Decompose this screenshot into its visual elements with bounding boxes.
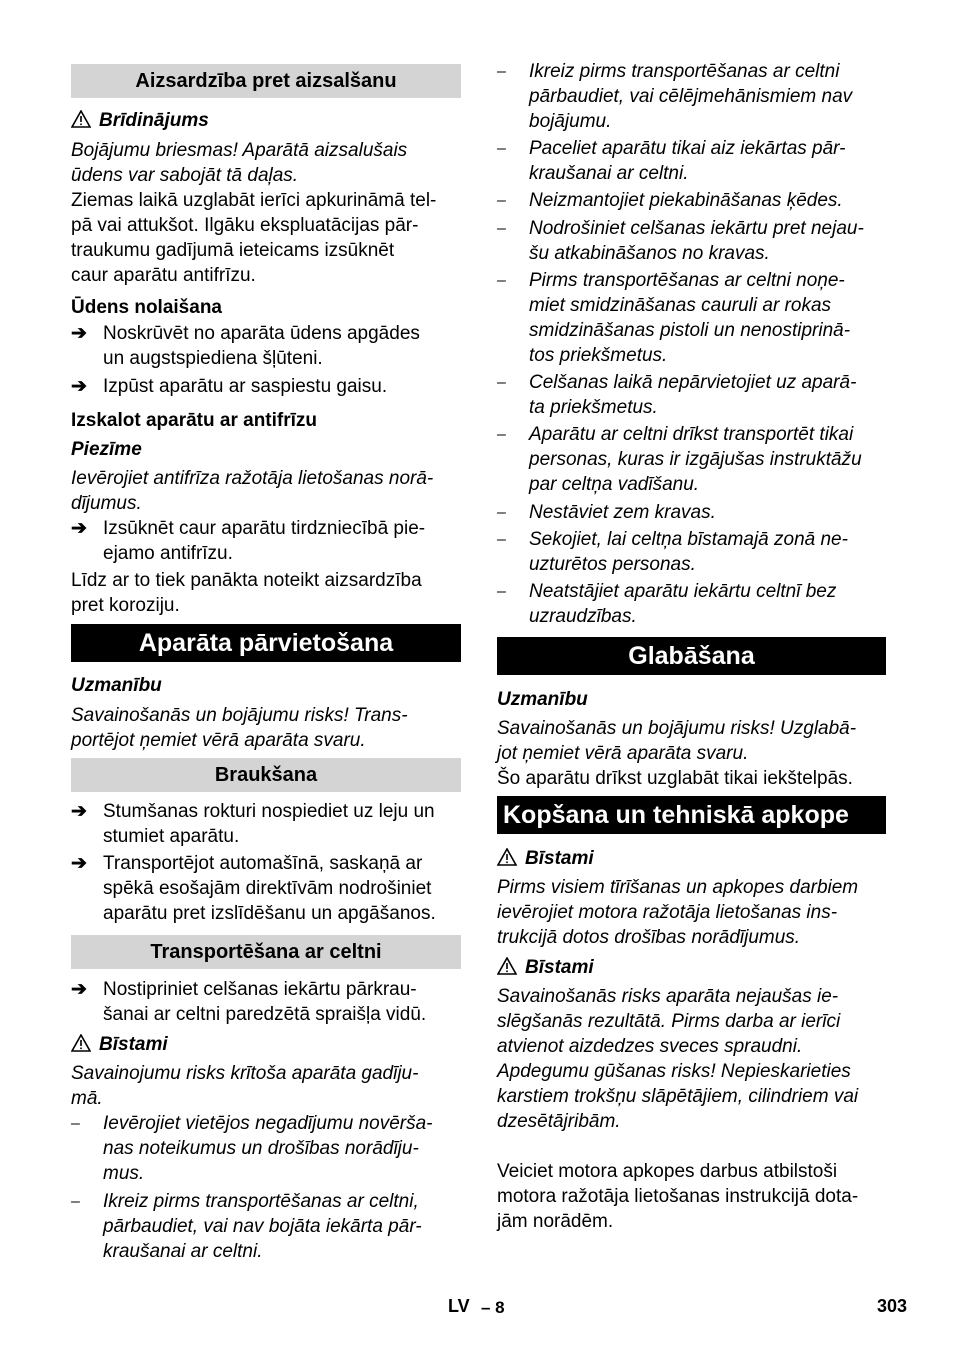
text-line: Sekojiet, lai celtņa bīstamajā zonā ne- [529, 529, 848, 550]
caution-label: Uzmanību [71, 675, 162, 696]
text-line: stumiet aparātu. [103, 826, 240, 847]
text-line: Celšanas laikā nepārvietojiet uz aparā- [529, 372, 857, 393]
text-line: bojājumu. [529, 111, 612, 132]
note-text [71, 466, 461, 516]
danger-heading [497, 955, 886, 980]
text-line: pret koroziju. [71, 595, 180, 616]
text-line: Noskrūvēt no aparāta ūdens apgādes [103, 323, 420, 344]
list-item [71, 1189, 461, 1264]
text-line: motora ražotāja lietošanas instrukcijā dota- [497, 1186, 859, 1207]
arrow-right-icon: ➔ [71, 801, 87, 822]
list-item [497, 216, 886, 266]
text-line: par celtņa vadīšanu. [529, 474, 700, 495]
text-line: Līdz ar to tiek panākta noteikt aizsardzība [71, 570, 422, 591]
text-line: jot ņemiet vērā aparāta svaru. [497, 743, 749, 764]
list-item [71, 977, 461, 1027]
storage-text: Šo aparātu drīkst uzglabāt tikai iekštelpās. [497, 768, 853, 789]
dash-bullet: – [497, 220, 506, 237]
text-line: Neizmantojiet piekabināšanas ķēdes. [529, 190, 843, 211]
text-line: Ziemas laikā uzglabāt ierīci apkurināmā tel- [71, 190, 437, 211]
text-line: Ikreiz pirms transportēšanas ar celtni [529, 61, 840, 82]
text-line: Nodrošiniet celšanas iekārtu pret nejau- [529, 218, 864, 239]
storage-caution-text [497, 716, 886, 766]
dash-bullet: – [71, 1115, 80, 1132]
warning-triangle-icon [71, 1034, 91, 1052]
text-line: Savainošanās risks aparāta nejaušas ie- [497, 986, 839, 1007]
text-line: Veiciet motora apkopes darbus atbilstoši [497, 1161, 838, 1182]
list-item [497, 500, 886, 525]
text-line: ūdens var sabojāt tā daļas. [71, 165, 299, 186]
list-item [497, 527, 886, 577]
list-item [71, 851, 461, 926]
text-line: Savainošanās un bojājumu risks! Trans- [71, 705, 408, 726]
text-line: smidzināšanas pistoli un nenostiprinā- [529, 320, 851, 341]
arrow-right-icon: ➔ [71, 979, 87, 1000]
text-line: miet smidzināšanas cauruli ar rokas [529, 295, 832, 316]
arrow-right-icon: ➔ [71, 323, 87, 344]
dash-bullet: – [497, 531, 506, 548]
chapter-heading-care: Kopšana un tehniskā apkope [497, 796, 886, 834]
arrow-right-icon: ➔ [71, 853, 87, 874]
list-item [71, 1111, 461, 1186]
page-number: 303 [877, 1296, 908, 1316]
text-line: dījumus. [71, 493, 142, 514]
list-item [71, 321, 461, 371]
list-item [71, 799, 461, 849]
list-item [71, 516, 461, 566]
dash-bullet: – [497, 63, 506, 80]
warning-label: Brīdinājums [99, 110, 209, 131]
text-line: Bojājumu briesmas! Aparātā aizsalušais [71, 140, 408, 161]
text-line: trukcijā dotos drošības norādījumus. [497, 927, 801, 948]
footer-section: – 8 [481, 1298, 505, 1317]
care-danger-text-2 [497, 984, 886, 1134]
dash-bullet: – [497, 583, 506, 600]
text-line: Ievērojiet vietējos negadījumu novērša- [103, 1113, 433, 1134]
frost-warning-text [71, 138, 461, 188]
text-line: personas, kuras ir izgājušas instruktāžu [529, 449, 862, 470]
text-line: Izpūst aparātu ar saspiestu gaisu. [103, 376, 388, 397]
text-line: spēkā esošajām direktīvām nodrošiniet [103, 878, 432, 899]
text-line: Nestāviet zem kravas. [529, 502, 716, 523]
text-line: šu atkabināšanos no kravas. [529, 243, 770, 264]
text-line: šanai ar celtni paredzētā spraišļa vidū. [103, 1004, 427, 1025]
text-line: karstiem trokšņu slāpētājiem, cilindriem vai [497, 1086, 859, 1107]
text-line: uzturētos personas. [529, 554, 696, 575]
footer-language: LV [448, 1296, 470, 1316]
text-line: Aparātu ar celtni drīkst transportēt tikai [529, 424, 854, 445]
danger-label: Bīstami [525, 848, 594, 869]
text-line: Ikreiz pirms transportēšanas ar celtni, [103, 1191, 419, 1212]
warning-heading [71, 108, 461, 133]
text-line: pārbaudiet, vai nav bojāta iekārta pār- [103, 1216, 422, 1237]
text-line: kraušanai ar celtni. [103, 1241, 263, 1262]
text-line: kraušanai ar celtni. [529, 163, 689, 184]
text-line: ievērojiet motora ražotāja lietošanas ins- [497, 902, 838, 923]
list-item [497, 579, 886, 629]
text-line: Ievērojiet antifrīza ražotāja lietošanas norā- [71, 468, 434, 489]
text-line: Apdegumu gūšanas risks! Nepieskarieties [497, 1061, 851, 1082]
text-line: dzesētājribām. [497, 1111, 621, 1132]
text-line: Stumšanas rokturi nospiediet uz leju un [103, 801, 435, 822]
text-line: traukumu gadījumā ieteicams izsūknēt [71, 240, 395, 261]
warning-triangle-icon [71, 110, 91, 128]
list-item [497, 422, 886, 497]
dash-bullet: – [497, 426, 506, 443]
text-line: jām norādēm. [497, 1211, 614, 1232]
caution-label: Uzmanību [497, 689, 588, 710]
danger-heading [71, 1032, 461, 1057]
text-line: un augstspiediena šļūteni. [103, 348, 323, 369]
text-line: Pirms transportēšanas ar celtni noņe- [529, 270, 845, 291]
text-line: ta priekšmetus. [529, 397, 658, 418]
text-line: atvienot aizdedzes sveces spraudni. [497, 1036, 803, 1057]
list-item [71, 374, 461, 399]
text-line: tos priekšmetus. [529, 345, 668, 366]
list-item [497, 136, 886, 186]
section-heading-driving: Braukšana [71, 758, 461, 792]
text-line: caur aparātu antifrīzu. [71, 265, 256, 286]
arrow-right-icon: ➔ [71, 518, 87, 539]
warning-triangle-icon [497, 957, 517, 975]
subheading-antifreeze: Izskalot aparātu ar antifrīzu [71, 410, 318, 431]
text-line: pārbaudiet, vai cēlējmehānismiem nav [529, 86, 853, 107]
danger-label: Bīstami [525, 957, 594, 978]
text-line: ejamo antifrīzu. [103, 543, 233, 564]
care-body-text [497, 1159, 886, 1234]
dash-bullet: – [497, 192, 506, 209]
arrow-right-icon: ➔ [71, 376, 87, 397]
text-line: uzraudzības. [529, 606, 637, 627]
chapter-heading-storage: Glabāšana [497, 637, 886, 675]
section-heading-crane: Transportēšana ar celtni [71, 935, 461, 969]
text-line: Paceliet aparātu tikai aiz iekārtas pār- [529, 138, 846, 159]
danger-label: Bīstami [99, 1034, 168, 1055]
note-label: Piezīme [71, 439, 142, 460]
subheading-water-drain: Ūdens nolaišana [71, 297, 222, 318]
text-line: mā. [71, 1088, 103, 1109]
dash-bullet: – [497, 272, 506, 289]
crane-danger-text [71, 1061, 461, 1111]
text-line: pā vai attukšot. Ilgāku ekspluatācijas pār- [71, 215, 419, 236]
text-line: nas noteikumus un drošības norādīju- [103, 1138, 419, 1159]
dash-bullet: – [497, 140, 506, 157]
text-line: Nostipriniet celšanas iekārtu pārkrau- [103, 979, 417, 1000]
chapter-heading-transport: Aparāta pārvietošana [71, 624, 461, 662]
list-item [497, 268, 886, 368]
text-line: Transportējot automašīnā, saskaņā ar [103, 853, 423, 874]
danger-heading [497, 846, 886, 871]
text-line: Neatstājiet aparātu iekārtu celtnī bez [529, 581, 837, 602]
dash-bullet: – [71, 1193, 80, 1210]
text-line: mus. [103, 1163, 145, 1184]
list-item [497, 370, 886, 420]
dash-bullet: – [497, 374, 506, 391]
list-item [497, 188, 886, 213]
transport-caution-text [71, 703, 461, 753]
text-line: Savainojumu risks krītoša aparāta gadīju- [71, 1063, 419, 1084]
section-heading-frost-protection: Aizsardzība pret aizsalšanu [71, 64, 461, 98]
care-danger-text-1 [497, 875, 886, 950]
text-line: Pirms visiem tīrīšanas un apkopes darbiem [497, 877, 859, 898]
text-line: portējot ņemiet vērā aparāta svaru. [71, 730, 366, 751]
list-item [497, 59, 886, 134]
antifreeze-after-text [71, 568, 461, 618]
text-line: Savainošanās un bojājumu risks! Uzglabā- [497, 718, 857, 739]
text-line: Izsūknēt caur aparātu tirdzniecībā pie- [103, 518, 426, 539]
frost-body-text [71, 188, 461, 288]
warning-triangle-icon [497, 848, 517, 866]
dash-bullet: – [497, 504, 506, 521]
text-line: slēgšanās rezultātā. Pirms darba ar ierīci [497, 1011, 841, 1032]
text-line: aparātu pret izslīdēšanu un apgāšanos. [103, 903, 436, 924]
